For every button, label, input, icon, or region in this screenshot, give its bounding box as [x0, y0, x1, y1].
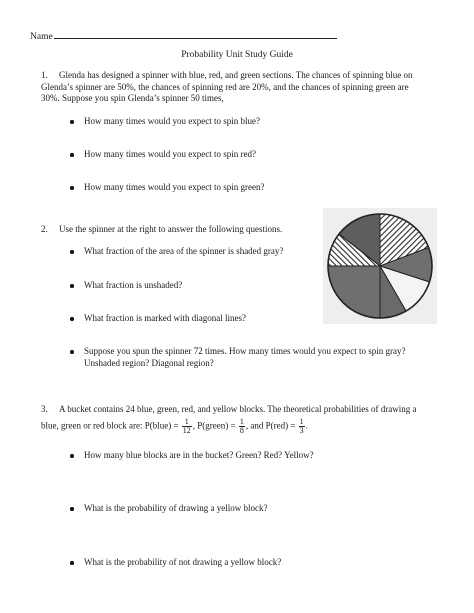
- p-green-fraction: [239, 418, 245, 435]
- q1-bullet-green-text: How many times would you expect to spin green?: [84, 182, 265, 192]
- q1-bullet-blue-text: How many times would you expect to spin blue?: [84, 116, 260, 126]
- q2-bullet-72-spins-line-1: Suppose you spun the spinner 72 times. How many times would you expect to spin gray?: [84, 346, 406, 356]
- question-1: [0, 70, 474, 110]
- question-3-number: 3.: [41, 404, 48, 414]
- question-2: [0, 224, 320, 236]
- q3-line2-prefix: blue, green or red block are: P(blue) =: [41, 420, 181, 431]
- p-green-denominator: 8: [239, 426, 244, 435]
- q3-end: .: [305, 420, 308, 431]
- question-3-line-1: A bucket contains 24 blue, green, red, and yellow blocks. The theoretical probabilities of drawing a: [59, 404, 417, 414]
- q3-sep-red: , and P(red) =: [245, 420, 298, 431]
- p-blue-numerator: 1: [182, 418, 192, 427]
- p-blue-denominator: 12: [182, 426, 191, 435]
- bullet-icon: [70, 284, 74, 288]
- q2-bullet-72-spins-line-2: Unshaded region? Diagonal region?: [84, 357, 214, 368]
- bullet-icon: [70, 561, 74, 565]
- question-1-line-2: Glenda’s spinner are 50%, the chances of spinning red are 20%, and the chances of spinning green are: [41, 81, 409, 92]
- name-label: Name: [30, 32, 53, 42]
- p-red-denominator: 3: [299, 426, 304, 435]
- bullet-icon: [70, 454, 74, 458]
- spinner-diagram: [323, 208, 437, 324]
- question-3-line-2: [41, 418, 308, 435]
- p-red-fraction: [299, 418, 305, 435]
- bullet-icon: [70, 153, 74, 157]
- q3-bullet-counts-text: How many blue blocks are in the bucket? Green? Red? Yellow?: [84, 450, 314, 460]
- question-3: [0, 404, 474, 440]
- question-1-number: 1.: [41, 70, 48, 80]
- spinner-photo: [323, 208, 437, 324]
- bullet-icon: [70, 120, 74, 124]
- question-1-line-3: 30%. Suppose you spin Glenda’s spinner 50 times,: [41, 93, 224, 103]
- bullet-icon: [70, 507, 74, 511]
- p-green-numerator: 1: [239, 417, 244, 426]
- question-1-line-1: Glenda has designed a spinner with blue, red, and green sections. The chances of spinning blue on: [59, 70, 413, 80]
- name-field[interactable]: [30, 29, 337, 42]
- p-blue-fraction: [182, 418, 192, 435]
- q2-bullet-gray-text: What fraction of the area of the spinner is shaded gray?: [84, 246, 284, 256]
- bullet-icon: [70, 350, 74, 354]
- q2-bullet-unshaded-text: What fraction is unshaded?: [84, 280, 183, 290]
- bullet-icon: [70, 250, 74, 254]
- q1-bullet-red-text: How many times would you expect to spin red?: [84, 149, 256, 159]
- q3-bullet-not-yellow-text: What is the probability of not drawing a yellow block?: [84, 557, 282, 567]
- page-title: Probability Unit Study Guide: [181, 50, 293, 60]
- name-underline: [54, 29, 337, 39]
- question-2-text: Use the spinner at the right to answer the following questions.: [59, 224, 283, 234]
- bullet-icon: [70, 317, 74, 321]
- q2-bullet-diagonal-text: What fraction is marked with diagonal lines?: [84, 313, 246, 323]
- p-red-numerator: 1: [299, 417, 304, 426]
- q3-bullet-yellow-text: What is the probability of drawing a yellow block?: [84, 503, 268, 513]
- question-2-number: 2.: [41, 224, 48, 234]
- bullet-icon: [70, 186, 74, 190]
- q3-sep-green: , P(green) =: [192, 420, 238, 431]
